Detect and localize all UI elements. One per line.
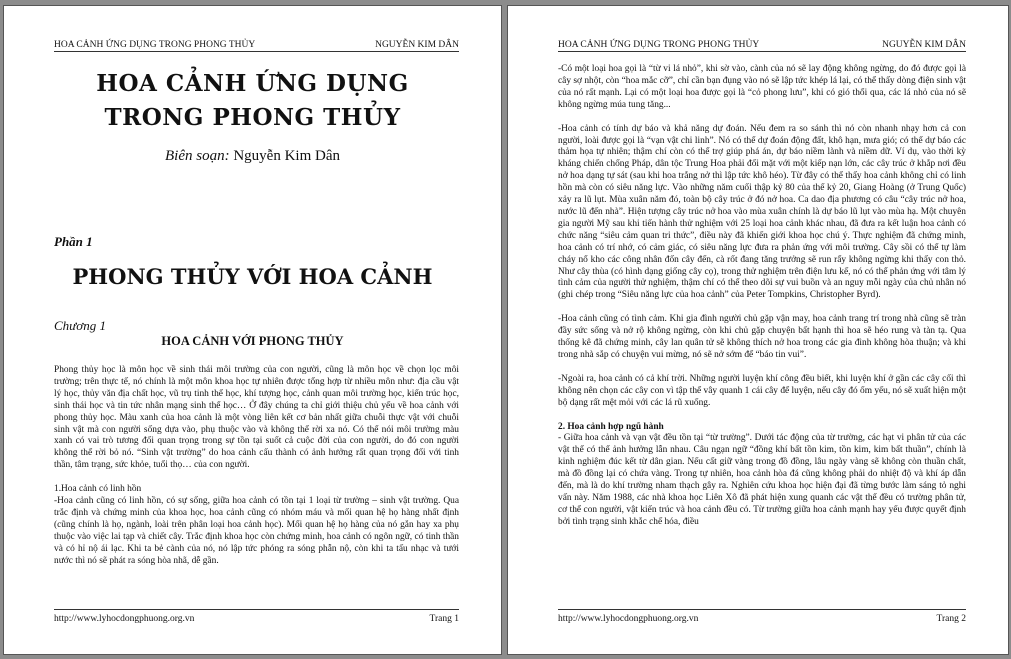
- page-2: [508, 6, 1008, 654]
- section-2-heading: 2. Hoa cảnh hợp ngũ hành: [558, 421, 664, 432]
- page-header: [558, 40, 966, 52]
- page-footer: [54, 609, 459, 624]
- page-header: [54, 40, 459, 52]
- header-title: HOA CẢNH ỨNG DỤNG TRONG PHONG THỦY: [558, 40, 760, 50]
- paragraph-sensitive-plants: -Có một loại hoa gọi là “từ vi lá nhỏ”, khi sờ vào, cành của nó sẽ lay động không ngừng, do đó được gọi là cây sợ nhột, còn “hoa mắc cỡ”, chỉ cần bạn đụng vào nó sẽ lập tức khép lá lại, có thể thấy dòng điện sinh vật của nó rất mạnh. Lại có một loại hoa được gọi là “cỏ phong lưu”, khi có gió thổi qua, các lá nhỏ của nó sẽ không ngừng múa tung tăng...: [558, 64, 966, 110]
- byline: [4, 148, 501, 165]
- footer-url: http://www.lyhocdongphuong.org.vn: [558, 614, 699, 624]
- section-1-heading: 1.Hoa cảnh có linh hồn: [54, 484, 142, 495]
- byline-label: Biên soạn:: [165, 148, 230, 164]
- paragraph-prediction: -Hoa cảnh có tính dự báo và khả năng dự đoán. Nếu đem ra so sánh thì nó còn nhanh nhạy hơn cả con người, loài được gọi là “vạn vật chi linh”. Nó có thể dự đoán động đất, khô hạn, mưa gió; có thể dự báo các thảm họa tự nhiên; thậm chí còn có thể trợ giúp phá án, dự báo niềm lành và niềm dữ. Ví dụ, vào thời kỳ kháng chiến chống Pháp, dân tộc Trung Hoa phải đối mặt với một kiếp nạn lớn, các cây trúc ở khắp nơi đều nở hoa dạng tự sát (sau khi hoa trắng nở thì lập tức khô héo). Từ đây có thể thấy hoa cảnh không chỉ có linh hồn mà còn có siêu năng lực. Vào những năm cuối thập kỷ 80 của thế kỷ 20, Giang Hoàng (ở Trung Quốc) xảy ra lũ lụt. Mùa xuân năm đó, toàn bộ cây trúc ở đó nở hoa. Ca dao địa phương có câu “cây trúc nở hoa, nước lũ đến nhà”. Hiện tượng cây trúc nở hoa vào mùa xuân chính là dự báo lũ lụt vào mùa hạ. Một chuyên gia người Mỹ sau khi tiến hành thử nghiệm với 25 loại hoa cảnh khác nhau, đã đưa ra kết luận hoa cảnh có chức năng “siêu cảm quan tri thức”, điều này đã khiến giới khoa học chú ý. Thực nghiệm đã chứng minh, hoa cảnh có trí nhớ, có cảm giác, có siêu năng lực đưa ra phản ứng với môi trường. Cây sồi có thể tự làm cháy nổ kho các công nhân đốn cây đến, cà rốt đang tăng trưởng sẽ run rẩy không ngừng khi thấy con thỏ. Như cây thùa (có hình dạng giống cây cọ), trong thử nghiệm trên điện lưu kế, nó có thể phản ứng với tâm lý tình cảm của người thử nghiệm, thậm chí có thể theo dõi sự vui buồn và an nguy mỗi ngày của chủ nhân nó (ghi chép trong “Siêu năng lực của hoa cảnh” của Peter Tompkins, Christopher Byrd).: [558, 123, 966, 301]
- page-1: [4, 6, 501, 654]
- paragraph-emotion: -Hoa cảnh cũng có tình cảm. Khi gia đình người chủ gặp vận may, hoa cảnh trang trí trong nhà cũng sẽ tràn đầy sức sống và nở rộ không ngừng, còn khi chủ gặp chuyện bất hạnh thì hoa sẽ héo rung và tàn tạ. Qua thống kê đã chứng minh, cây lan quân tử sẽ không thích nở hoa trong các gia đình không hòa thuận; và khi trong nhà sắp có chuyện vui mừng, nó sẽ nở sớm để “báo tin vui”.: [558, 314, 966, 360]
- intro-paragraph: Phong thủy học là môn học về sinh thái môi trường của con người, cũng là môn học về chọn lọc môi trường; trên thực tế, nó chính là một môn khoa học tự nhiên được tổng hợp từ nhiều môn như: địa cầu vật lý học, thủy văn địa chất học, vũ trụ tinh thể học, khí tượng học, cảnh quan môi trường học, kiến trúc học, sinh thái học và tin tức nhân mạng sinh thể học… Ở đây chúng ta chỉ giới thiệu chủ yếu về hoa cảnh với phong thủy học. Màu xanh của hoa cảnh là một vòng liên kết cơ bản nhất giữa chuỗi thực vật với chuỗi sinh vật mà con người sống dựa vào, phụ thuộc vào và không thể rời xa nó. Có thể nói môi trường màu xanh có vai trò tương đối quan trọng trong sự tồn tại suốt cả cuộc đời của con người, do đó con người không thể rời bỏ nó. “Sinh vật trường” do hoa cảnh cấu thành có ảnh hưởng rất quan trọng đối với tinh thần, tâm trạng, sức khỏe, tuổi thọ… của con người.: [54, 365, 459, 471]
- header-title: HOA CẢNH ỨNG DỤNG TRONG PHONG THỦY: [54, 40, 256, 50]
- paragraph-qi: -Ngoài ra, hoa cảnh có cả khí trời. Những người luyện khí công đều biết, khi luyện khí ở gần các cây cối thì không nên chọn các cây con vì tập thể vây quanh 1 cái cây để luyện, nếu cây đó ốm yếu, nó sẽ xuất hiện một bộ dạng rất mệt mỏi với các lá rũ xuống.: [558, 373, 966, 408]
- page-2-body: [558, 64, 966, 541]
- part-title: PHONG THỦY VỚI HOA CẢNH: [72, 264, 433, 289]
- chapter-title: HOA CẢNH VỚI PHONG THỦY: [161, 334, 344, 348]
- section-2-paragraph: - Giữa hoa cảnh và vạn vật đều tồn tại “từ trường”. Dưới tác động của từ trường, các hạt vi phân tử của các vật thể có thể ảnh hưởng lẫn nhau. Câu ngạn ngữ “đồng khí bất tồn kim, tồn kim, kim bất thuần”, chính là kinh nghiệm đúc kết từ dân gian. Nếu cất giữ vàng trong đồ đồng, lâu ngày vàng sẽ không còn thuần chất, mà đồ đồng lại có chứa vàng. Trong tự nhiên, hoa cảnh hòa đá cũng không phải do nhiệt độ và khí áp dẫn đến, mà là do khí trường nham thạch gây ra. Nghiên cứu khoa học hiện đại đã từng bước làm sáng tỏ nghi vấn này. Năm 1988, các nhà khoa học Liên Xô đã phát hiện xung quanh các vật thể đều có trường phân tử, cơ thể con người, vật kiến trúc và hoa cảnh đều có. Từ trường giữa hoa cảnh mạnh hay yếu được quyết định bởi tình trạng sinh khắc chế hóa, điều: [558, 433, 966, 527]
- page-footer: [558, 609, 966, 624]
- part-label: Phần 1: [54, 234, 93, 249]
- page-number: Trang 1: [429, 614, 459, 624]
- byline-author: Nguyễn Kim Dân: [233, 148, 340, 164]
- page-1-body: [54, 365, 459, 580]
- section-1-paragraph: -Hoa cảnh cũng có linh hồn, có sự sống, giữa hoa cảnh có tồn tại 1 loại từ trường – sinh vật trường. Qua trắc định và chứng minh của khoa học, hoa cảnh cũng có nhóm máu và mối quan hệ họ hàng nhất định (cũng chính là họ, ngành, loài trên phân loại hoa cảnh học). Mối quan hệ họ hàng của nó gắn hay xa phụ thuộc vào việc lai tạp và chiết cây. Trắc định khoa học còn chứng minh, hoa cảnh có ngôn ngữ, có tinh thần và có hỉ nộ ái lạc. Khi ta bẻ cành của nó, nó lập tức phóng ra sóng phẫn nộ, còn khi ta tấu nhạc và tưới nước thì nó sẽ phát ra sóng hòa nhã, dễ gần.: [54, 496, 459, 566]
- chapter-label: Chương 1: [54, 318, 106, 333]
- header-author: NGUYỄN KIM DÂN: [375, 40, 459, 50]
- book-title-line-2: TRONG PHONG THỦY: [104, 104, 401, 131]
- book-title-line-1: HOA CẢNH ỨNG DỤNG: [96, 70, 409, 97]
- header-author: NGUYỄN KIM DÂN: [882, 40, 966, 50]
- footer-url: http://www.lyhocdongphuong.org.vn: [54, 614, 195, 624]
- page-number: Trang 2: [936, 614, 966, 624]
